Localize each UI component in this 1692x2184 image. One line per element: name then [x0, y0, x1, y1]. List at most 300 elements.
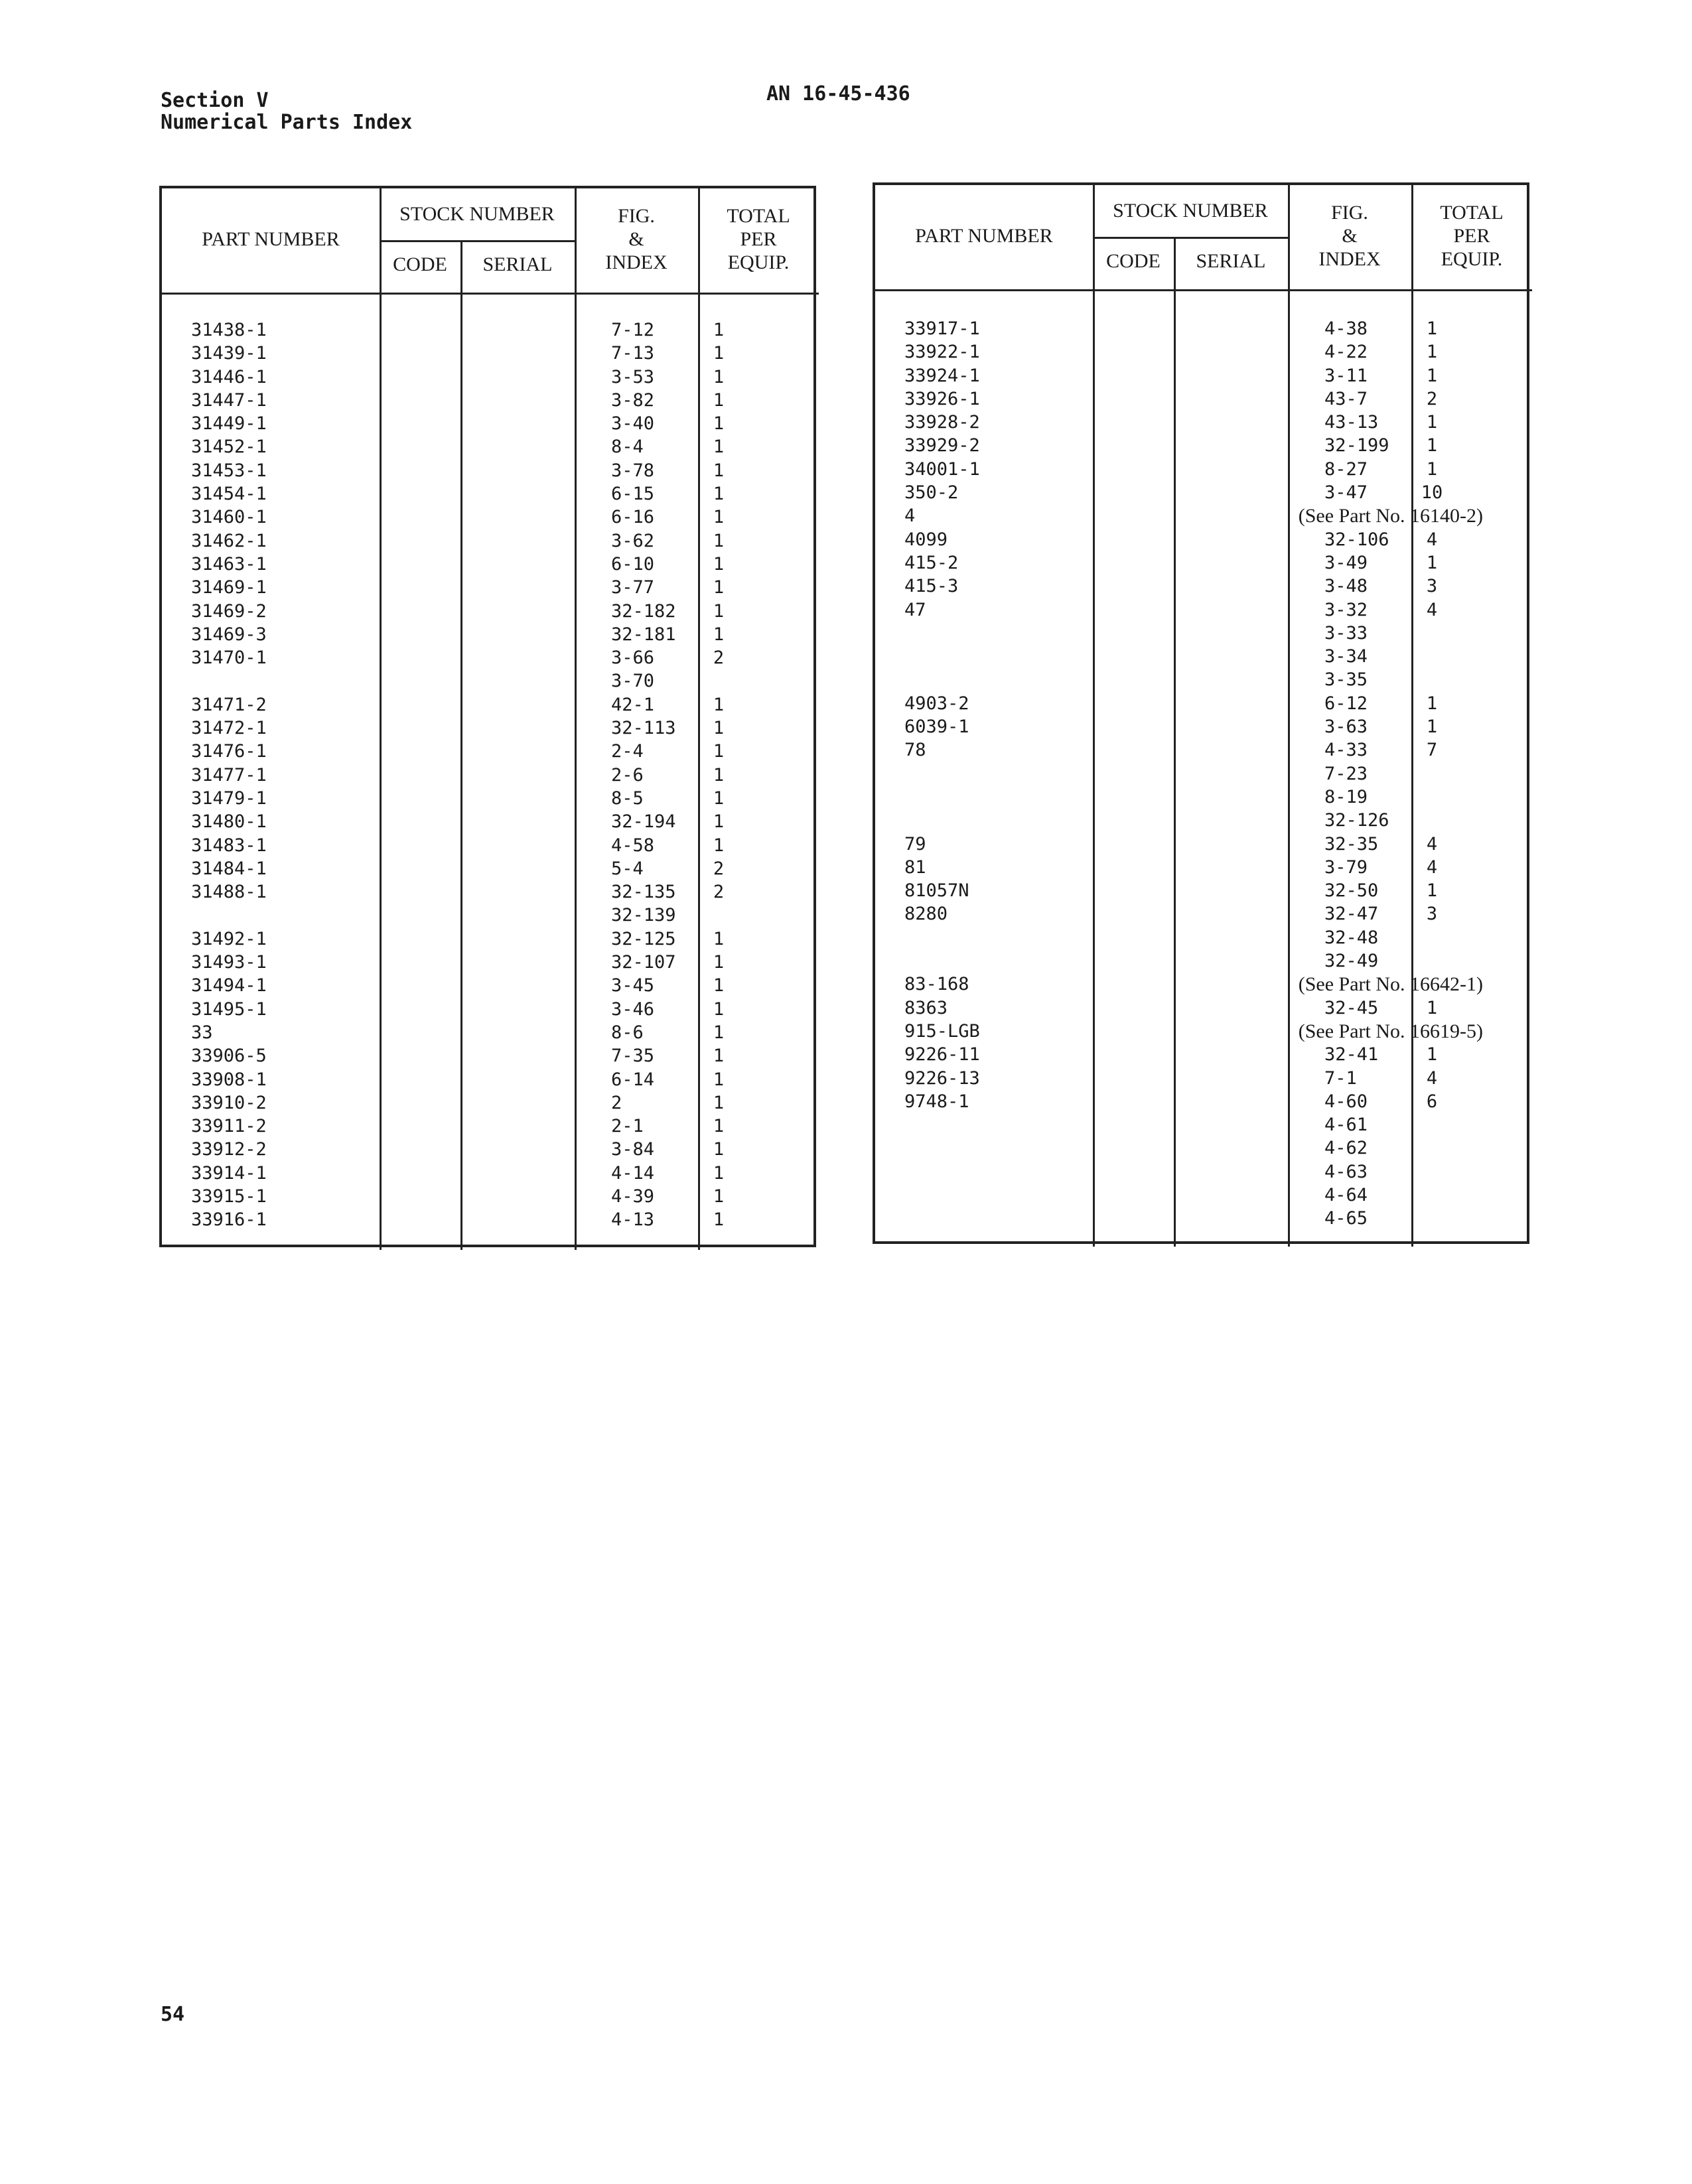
total-per-equip-cell: 1 — [713, 1046, 725, 1067]
fig-index-cell: 2-1 — [611, 1116, 644, 1137]
table-row — [159, 623, 816, 646]
table-row — [873, 622, 1529, 645]
fig-index-cell: 6-10 — [611, 553, 655, 575]
part-number-cell: 31484-1 — [191, 858, 267, 879]
col-header-total-3: EQUIP. — [727, 251, 790, 273]
table-row — [873, 1067, 1529, 1090]
fig-index-cell: 8-27 — [1324, 458, 1368, 480]
fig-index-cell: 32-182 — [611, 600, 676, 622]
fig-index-cell: 3-78 — [611, 460, 655, 481]
fig-index-cell: 5-4 — [611, 858, 644, 879]
fig-index-cell: 4-60 — [1324, 1091, 1368, 1112]
total-per-equip-cell: 1 — [713, 1116, 725, 1137]
table-row — [873, 996, 1529, 1020]
part-number-cell: 33917-1 — [904, 318, 980, 339]
part-number-cell: 33 — [191, 1022, 213, 1043]
document-number: AN 16-45-436 — [766, 82, 910, 105]
table-row — [873, 715, 1529, 738]
total-per-equip-cell: 4 — [1426, 599, 1438, 620]
table-row — [159, 389, 816, 412]
fig-index-cell: 4-38 — [1324, 318, 1368, 339]
table-row — [159, 693, 816, 717]
fig-index-cell: 3-66 — [611, 648, 655, 669]
table-row — [873, 598, 1529, 622]
part-number-cell: 33906-5 — [191, 1046, 267, 1067]
table-row — [873, 1043, 1529, 1066]
table-row — [873, 364, 1529, 387]
fig-index-cell: 4-62 — [1324, 1138, 1368, 1159]
table-row — [873, 1160, 1529, 1184]
table-row — [873, 411, 1529, 434]
part-number-cell: 9226-13 — [904, 1067, 980, 1089]
table-row — [159, 506, 816, 529]
total-per-equip-cell: 1 — [713, 1022, 725, 1043]
fig-index-cell: 32-139 — [611, 905, 676, 926]
fig-index-cell: 32-49 — [1324, 951, 1379, 972]
fig-index-cell: 4-61 — [1324, 1115, 1368, 1136]
fig-index-cell: 42-1 — [611, 694, 655, 715]
fig-index-cell: 4-64 — [1324, 1184, 1368, 1205]
fig-index-cell: 8-6 — [611, 1022, 644, 1043]
part-number-cell: 31447-1 — [191, 389, 267, 411]
total-per-equip-cell: 1 — [1426, 693, 1438, 714]
part-number-cell: 31492-1 — [191, 928, 267, 949]
part-number-cell: 34001-1 — [904, 458, 980, 480]
col-header-total-3: EQUIP. — [1441, 248, 1503, 270]
total-per-equip-cell: 1 — [1426, 997, 1438, 1018]
stock-number-divider — [1093, 237, 1288, 239]
table-row — [159, 459, 816, 482]
table-row — [873, 481, 1529, 504]
fig-index-cell: 32-107 — [611, 952, 676, 973]
section-subtitle: Numerical Parts Index — [161, 111, 413, 134]
total-per-equip-cell: 10 — [1421, 482, 1443, 504]
part-number-cell: 33928-2 — [904, 412, 980, 433]
table-row — [159, 529, 816, 553]
fig-index-cell: 32-181 — [611, 624, 676, 645]
table-row — [159, 1208, 816, 1231]
table-row — [159, 366, 816, 389]
table-row — [159, 576, 816, 599]
fig-index-cell: 4-33 — [1324, 740, 1368, 761]
fig-index-cell: 32-50 — [1324, 880, 1379, 902]
part-number-cell: 31454-1 — [191, 484, 267, 505]
part-number-cell: 31479-1 — [191, 787, 267, 809]
col-header-stock-number: STOCK NUMBER — [1113, 200, 1268, 222]
total-per-equip-cell: 1 — [713, 694, 725, 715]
total-per-equip-cell: 1 — [713, 928, 725, 949]
part-number-cell: 350-2 — [904, 482, 959, 504]
col-header-serial: SERIAL — [1196, 250, 1266, 272]
total-per-equip-cell: 1 — [713, 1209, 725, 1231]
part-number-cell: 33929-2 — [904, 435, 980, 456]
part-number-cell: 4 — [904, 506, 916, 527]
part-number-cell: 4099 — [904, 529, 948, 550]
total-per-equip-cell: 1 — [713, 577, 725, 598]
fig-index-cell: 32-135 — [611, 882, 676, 903]
total-per-equip-cell: 1 — [713, 343, 725, 364]
table-row — [873, 949, 1529, 973]
fig-index-cell: 32-199 — [1324, 435, 1389, 456]
part-number-cell: 33926-1 — [904, 388, 980, 409]
part-number-cell: 31438-1 — [191, 320, 267, 340]
table-row — [159, 810, 816, 833]
table-row — [873, 856, 1529, 879]
table-row — [873, 434, 1529, 457]
fig-index-cell: 32-45 — [1324, 997, 1379, 1018]
total-per-equip-cell: 2 — [713, 882, 725, 903]
total-per-equip-cell: 3 — [1426, 576, 1438, 597]
table-row — [159, 1115, 816, 1138]
table-row — [873, 504, 1529, 527]
part-number-cell: 9226-11 — [904, 1044, 980, 1065]
fig-index-cell: 3-47 — [1324, 482, 1368, 504]
table-row — [159, 857, 816, 880]
part-number-cell: 8363 — [904, 997, 948, 1018]
total-per-equip-cell: 1 — [713, 413, 725, 435]
fig-index-cell: 3-48 — [1324, 576, 1368, 597]
part-number-cell: 31449-1 — [191, 413, 267, 435]
fig-index-cell: 3-53 — [611, 366, 655, 387]
total-per-equip-cell: 1 — [713, 764, 725, 785]
table-row — [873, 762, 1529, 785]
table-row — [159, 669, 816, 693]
table-row — [873, 973, 1529, 996]
fig-index-cell: 7-1 — [1324, 1067, 1357, 1089]
table-row — [159, 646, 816, 669]
fig-index-cell: 43-7 — [1324, 388, 1368, 409]
total-per-equip-cell: 4 — [1426, 1067, 1438, 1089]
part-number-cell: 81057N — [904, 880, 969, 902]
table-row — [159, 600, 816, 623]
total-per-equip-cell: 6 — [1426, 1091, 1438, 1112]
table-row — [159, 342, 816, 365]
part-number-cell: 31476-1 — [191, 741, 267, 762]
table-row — [159, 435, 816, 458]
fig-index-cell: 8-5 — [611, 787, 644, 809]
fig-index-cell: 4-14 — [611, 1162, 655, 1184]
total-per-equip-cell: 1 — [713, 366, 725, 387]
parts-rows-left — [159, 318, 816, 1232]
table-row — [873, 809, 1529, 832]
see-part-note: (See Part No. 16642-1) — [1298, 973, 1483, 996]
fig-index-cell: 3-70 — [611, 671, 655, 692]
total-per-equip-cell: 1 — [1426, 435, 1438, 456]
total-per-equip-cell: 1 — [713, 1162, 725, 1184]
part-number-cell: 31439-1 — [191, 343, 267, 364]
table-row — [873, 668, 1529, 691]
fig-index-cell: 3-33 — [1324, 622, 1368, 644]
col-header-fig-1: FIG. — [618, 205, 655, 227]
part-number-cell: 4903-2 — [904, 693, 969, 714]
table-row — [159, 1091, 816, 1115]
part-number-cell: 31469-1 — [191, 577, 267, 598]
col-header-stock-number: STOCK NUMBER — [399, 203, 555, 225]
part-number-cell: 8280 — [904, 904, 948, 925]
table-row — [873, 317, 1529, 340]
part-number-cell: 31488-1 — [191, 882, 267, 903]
fig-index-cell: 3-45 — [611, 975, 655, 996]
fig-index-cell: 32-126 — [1324, 810, 1389, 831]
total-per-equip-cell: 1 — [713, 835, 725, 856]
fig-index-cell: 32-35 — [1324, 833, 1379, 854]
table-row — [873, 645, 1529, 668]
fig-index-cell: 32-47 — [1324, 904, 1379, 925]
total-per-equip-cell: 1 — [713, 1186, 725, 1207]
total-per-equip-cell: 1 — [1426, 458, 1438, 480]
part-number-cell: 47 — [904, 599, 926, 620]
col-header-total-2: PER — [740, 228, 777, 250]
fig-index-cell: 3-63 — [1324, 717, 1368, 738]
part-number-cell: 33912-2 — [191, 1139, 267, 1160]
total-per-equip-cell: 1 — [1426, 552, 1438, 573]
fig-index-cell: 32-125 — [611, 928, 676, 949]
table-row — [873, 528, 1529, 551]
part-number-cell: 33924-1 — [904, 365, 980, 386]
table-row — [873, 1090, 1529, 1113]
table-row — [873, 902, 1529, 925]
part-number-cell: 33910-2 — [191, 1092, 267, 1113]
fig-index-cell: 32-194 — [611, 811, 676, 833]
total-per-equip-cell: 1 — [1426, 342, 1438, 363]
fig-index-cell: 4-22 — [1324, 342, 1368, 363]
part-number-cell: 31472-1 — [191, 718, 267, 739]
table-row — [873, 575, 1529, 598]
table-row — [159, 1044, 816, 1067]
stock-number-divider — [380, 240, 575, 242]
part-number-cell: 78 — [904, 740, 926, 761]
col-header-serial: SERIAL — [482, 253, 553, 275]
table-row — [873, 692, 1529, 715]
part-number-cell: 31480-1 — [191, 811, 267, 833]
col-header-fig-1: FIG. — [1331, 202, 1368, 224]
total-per-equip-cell: 4 — [1426, 833, 1438, 854]
fig-index-cell: 2-4 — [611, 741, 644, 762]
total-per-equip-cell: 1 — [1426, 318, 1438, 339]
part-number-cell: 81 — [904, 856, 926, 878]
fig-index-cell: 3-49 — [1324, 552, 1368, 573]
part-number-cell: 33915-1 — [191, 1186, 267, 1207]
fig-index-cell: 4-65 — [1324, 1208, 1368, 1229]
fig-index-cell: 6-15 — [611, 484, 655, 505]
table-row — [159, 740, 816, 763]
header-divider — [875, 289, 1532, 291]
table-row — [159, 764, 816, 787]
col-header-total-1: TOTAL — [1440, 202, 1504, 224]
total-per-equip-cell: 2 — [713, 858, 725, 879]
fig-index-cell: 3-62 — [611, 530, 655, 551]
table-row — [873, 340, 1529, 364]
fig-index-cell: 2 — [611, 1092, 622, 1113]
fig-index-cell: 3-82 — [611, 389, 655, 411]
part-number-cell: 31495-1 — [191, 998, 267, 1020]
total-per-equip-cell: 1 — [713, 624, 725, 645]
fig-index-cell: 4-63 — [1324, 1161, 1368, 1182]
table-row — [873, 387, 1529, 411]
part-number-cell: 6039-1 — [904, 717, 969, 738]
total-per-equip-cell: 1 — [1426, 412, 1438, 433]
table-row — [873, 785, 1529, 809]
part-number-cell: 31452-1 — [191, 437, 267, 458]
part-number-cell: 31469-2 — [191, 600, 267, 622]
col-header-total-1: TOTAL — [727, 205, 790, 227]
part-number-cell: 9748-1 — [904, 1091, 969, 1112]
total-per-equip-cell: 4 — [1426, 529, 1438, 550]
table-row — [159, 880, 816, 904]
total-per-equip-cell: 7 — [1426, 740, 1438, 761]
fig-index-cell: 3-84 — [611, 1139, 655, 1160]
fig-index-cell: 6-16 — [611, 507, 655, 528]
see-part-note: (See Part No. 16619-5) — [1298, 1020, 1483, 1042]
table-row — [159, 927, 816, 951]
total-per-equip-cell: 1 — [713, 1092, 725, 1113]
table-row — [873, 926, 1529, 949]
total-per-equip-cell: 1 — [713, 484, 725, 505]
part-number-cell: 31477-1 — [191, 764, 267, 785]
see-part-note: (See Part No. 16140-2) — [1298, 505, 1483, 527]
total-per-equip-cell: 1 — [713, 507, 725, 528]
fig-index-cell: 7-13 — [611, 343, 655, 364]
table-row — [873, 551, 1529, 575]
table-row — [873, 738, 1529, 762]
fig-index-cell: 8-19 — [1324, 786, 1368, 807]
col-header-fig-3: INDEX — [605, 251, 668, 273]
section-title: Section V — [161, 89, 269, 112]
fig-index-cell: 6-14 — [611, 1069, 655, 1090]
table-row — [873, 458, 1529, 481]
total-per-equip-cell: 1 — [713, 718, 725, 739]
col-header-fig-3: INDEX — [1318, 248, 1381, 270]
part-number-cell: 33922-1 — [904, 342, 980, 363]
part-number-cell: 31494-1 — [191, 975, 267, 996]
table-row — [159, 904, 816, 927]
table-row — [159, 834, 816, 857]
table-row — [159, 1185, 816, 1208]
fig-index-cell: 7-12 — [611, 320, 655, 340]
total-per-equip-cell: 1 — [713, 811, 725, 833]
table-row — [159, 1162, 816, 1185]
table-row — [159, 553, 816, 576]
header-divider — [162, 293, 819, 295]
part-number-cell: 79 — [904, 833, 926, 854]
part-number-cell: 33916-1 — [191, 1209, 267, 1231]
part-number-cell: 31470-1 — [191, 648, 267, 669]
col-header-fig-2: & — [628, 228, 644, 250]
part-number-cell: 33914-1 — [191, 1162, 267, 1184]
fig-index-cell: 43-13 — [1324, 412, 1379, 433]
fig-index-cell: 6-12 — [1324, 693, 1368, 714]
total-per-equip-cell: 4 — [1426, 856, 1438, 878]
total-per-equip-cell: 1 — [713, 530, 725, 551]
total-per-equip-cell: 1 — [713, 389, 725, 411]
table-row — [159, 1138, 816, 1161]
fig-index-cell: 3-79 — [1324, 856, 1368, 878]
total-per-equip-cell: 1 — [713, 460, 725, 481]
table-row — [159, 482, 816, 506]
col-header-part-number: PART NUMBER — [202, 228, 340, 250]
table-row — [159, 998, 816, 1021]
part-number-cell: 33911-2 — [191, 1116, 267, 1137]
table-row — [159, 951, 816, 974]
fig-index-cell: 3-11 — [1324, 365, 1368, 386]
table-row — [159, 412, 816, 435]
fig-index-cell: 32-113 — [611, 718, 676, 739]
fig-index-cell: 32-48 — [1324, 927, 1379, 948]
total-per-equip-cell: 1 — [713, 437, 725, 458]
total-per-equip-cell: 3 — [1426, 904, 1438, 925]
part-number-cell: 31469-3 — [191, 624, 267, 645]
part-number-cell: 31483-1 — [191, 835, 267, 856]
col-header-part-number: PART NUMBER — [915, 225, 1053, 247]
table-row — [159, 717, 816, 740]
table-row — [159, 974, 816, 997]
fig-index-cell: 7-35 — [611, 1046, 655, 1067]
fig-index-cell: 4-58 — [611, 835, 655, 856]
fig-index-cell: 3-34 — [1324, 646, 1368, 667]
fig-index-cell: 3-40 — [611, 413, 655, 435]
total-per-equip-cell: 2 — [1426, 388, 1438, 409]
total-per-equip-cell: 1 — [713, 320, 725, 340]
part-number-cell: 31493-1 — [191, 952, 267, 973]
table-row — [159, 1068, 816, 1091]
total-per-equip-cell: 1 — [713, 553, 725, 575]
total-per-equip-cell: 1 — [713, 998, 725, 1020]
part-number-cell: 31471-2 — [191, 694, 267, 715]
fig-index-cell: 3-77 — [611, 577, 655, 598]
table-row — [873, 879, 1529, 902]
fig-index-cell: 8-4 — [611, 437, 644, 458]
table-row — [873, 1207, 1529, 1230]
total-per-equip-cell: 1 — [1426, 880, 1438, 902]
parts-rows-right — [873, 317, 1529, 1231]
part-number-cell: 415-3 — [904, 576, 959, 597]
fig-index-cell: 4-39 — [611, 1186, 655, 1207]
part-number-cell: 83-168 — [904, 974, 969, 995]
fig-index-cell: 3-46 — [611, 998, 655, 1020]
table-row — [873, 1184, 1529, 1207]
fig-index-cell: 3-32 — [1324, 599, 1368, 620]
part-number-cell: 31446-1 — [191, 366, 267, 387]
fig-index-cell: 7-23 — [1324, 763, 1368, 784]
table-row — [873, 1113, 1529, 1136]
part-number-cell: 415-2 — [904, 552, 959, 573]
total-per-equip-cell: 1 — [1426, 1044, 1438, 1065]
fig-index-cell: 3-35 — [1324, 669, 1368, 691]
total-per-equip-cell: 1 — [713, 787, 725, 809]
part-number-cell: 31453-1 — [191, 460, 267, 481]
total-per-equip-cell: 1 — [713, 600, 725, 622]
total-per-equip-cell: 2 — [713, 648, 725, 669]
col-header-total-2: PER — [1453, 225, 1490, 247]
part-number-cell: 31463-1 — [191, 553, 267, 575]
part-number-cell: 31460-1 — [191, 507, 267, 528]
col-header-fig-2: & — [1342, 225, 1358, 247]
total-per-equip-cell: 1 — [713, 1139, 725, 1160]
table-row — [873, 1136, 1529, 1160]
table-row — [873, 1020, 1529, 1043]
fig-index-cell: 32-106 — [1324, 529, 1389, 550]
table-row — [159, 318, 816, 342]
table-row — [873, 833, 1529, 856]
total-per-equip-cell: 1 — [713, 975, 725, 996]
page-number: 54 — [161, 2003, 185, 2026]
fig-index-cell: 4-13 — [611, 1209, 655, 1231]
total-per-equip-cell: 1 — [713, 1069, 725, 1090]
fig-index-cell: 32-41 — [1324, 1044, 1379, 1065]
table-row — [159, 787, 816, 810]
part-number-cell: 915-LGB — [904, 1020, 980, 1042]
total-per-equip-cell: 1 — [1426, 365, 1438, 386]
